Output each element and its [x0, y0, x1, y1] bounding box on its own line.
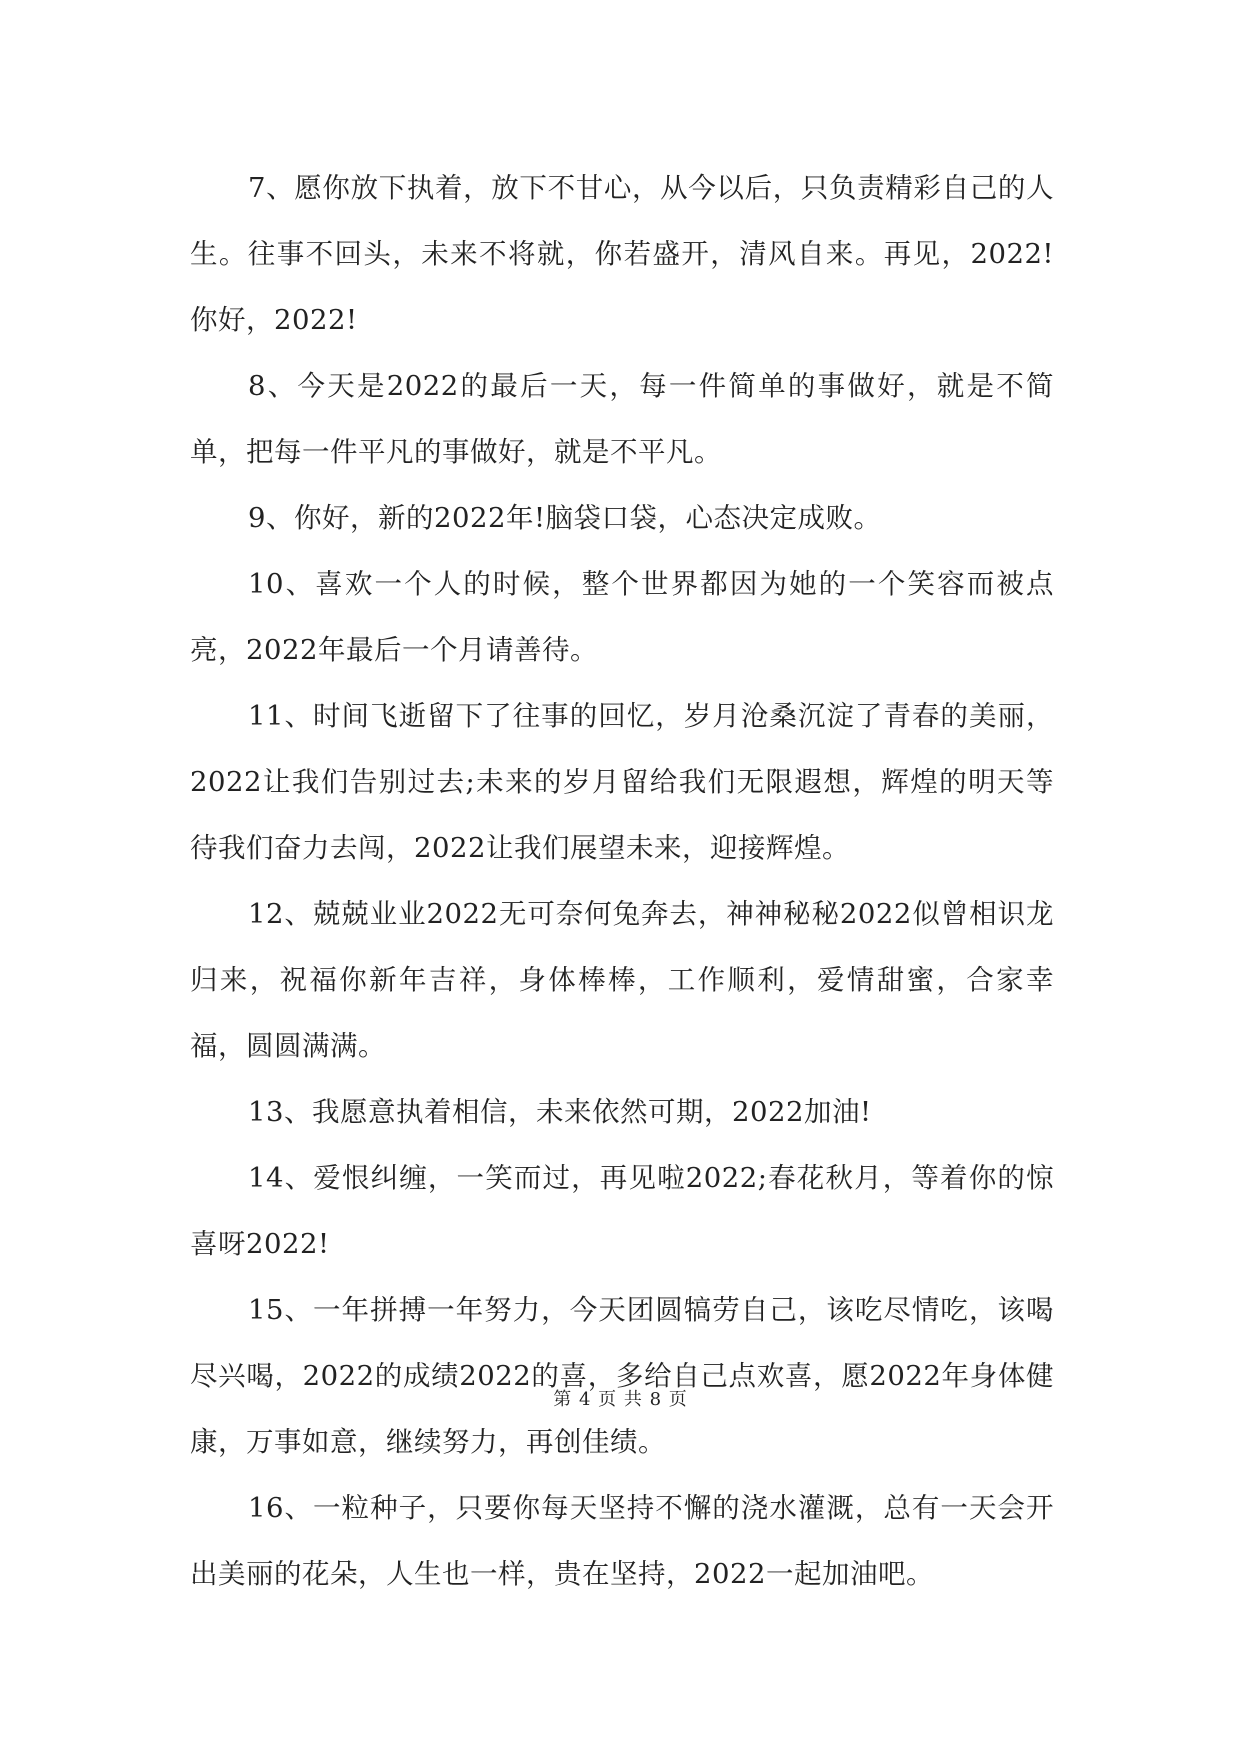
- paragraph-7: 7、愿你放下执着，放下不甘心，从今以后，只负责精彩自己的人生。往事不回头，未来不将就，你若盛开，清风自来。再见，2022!你好，2022!: [190, 172, 1054, 336]
- paragraph-11: 11、时间飞逝留下了往事的回忆，岁月沧桑沉淀了青春的美丽，2022让我们告别过去;未来的岁月留给我们无限遐想，辉煌的明天等待我们奋力去闯，2022让我们展望未来，迎接辉煌。: [190, 700, 1054, 864]
- paragraph-8: 8、今天是2022的最后一天，每一件简单的事做好，就是不简单，把每一件平凡的事做好，就是不平凡。: [190, 370, 1054, 468]
- paragraph-10: 10、喜欢一个人的时候，整个世界都因为她的一个笑容而被点亮，2022年最后一个月请善待。: [190, 568, 1054, 666]
- paragraph-16: 16、一粒种子，只要你每天坚持不懈的浇水灌溉，总有一天会开出美丽的花朵，人生也一样，贵在坚持，2022一起加油吧。: [190, 1492, 1054, 1590]
- paragraph-15: 15、一年拼搏一年努力，今天团圆犒劳自己，该吃尽情吃，该喝尽兴喝，2022的成绩2022的喜，多给自己点欢喜，愿2022年身体健康，万事如意，继续努力，再创佳绩。: [190, 1294, 1054, 1458]
- paragraph-12: 12、兢兢业业2022无可奈何兔奔去，神神秘秘2022似曾相识龙归来，祝福你新年吉祥，身体棒棒，工作顺利，爱情甜蜜，合家幸福，圆圆满满。: [190, 898, 1054, 1062]
- page-footer: 第 4 页 共 8 页: [553, 1389, 688, 1410]
- paragraph-9: 9、你好，新的2022年!脑袋口袋，心态决定成败。: [248, 502, 882, 534]
- paragraph-14: 14、爱恨纠缠，一笑而过，再见啦2022;春花秋月，等着你的惊喜呀2022!: [190, 1162, 1054, 1260]
- paragraph-13: 13、我愿意执着相信，未来依然可期，2022加油!: [248, 1096, 872, 1128]
